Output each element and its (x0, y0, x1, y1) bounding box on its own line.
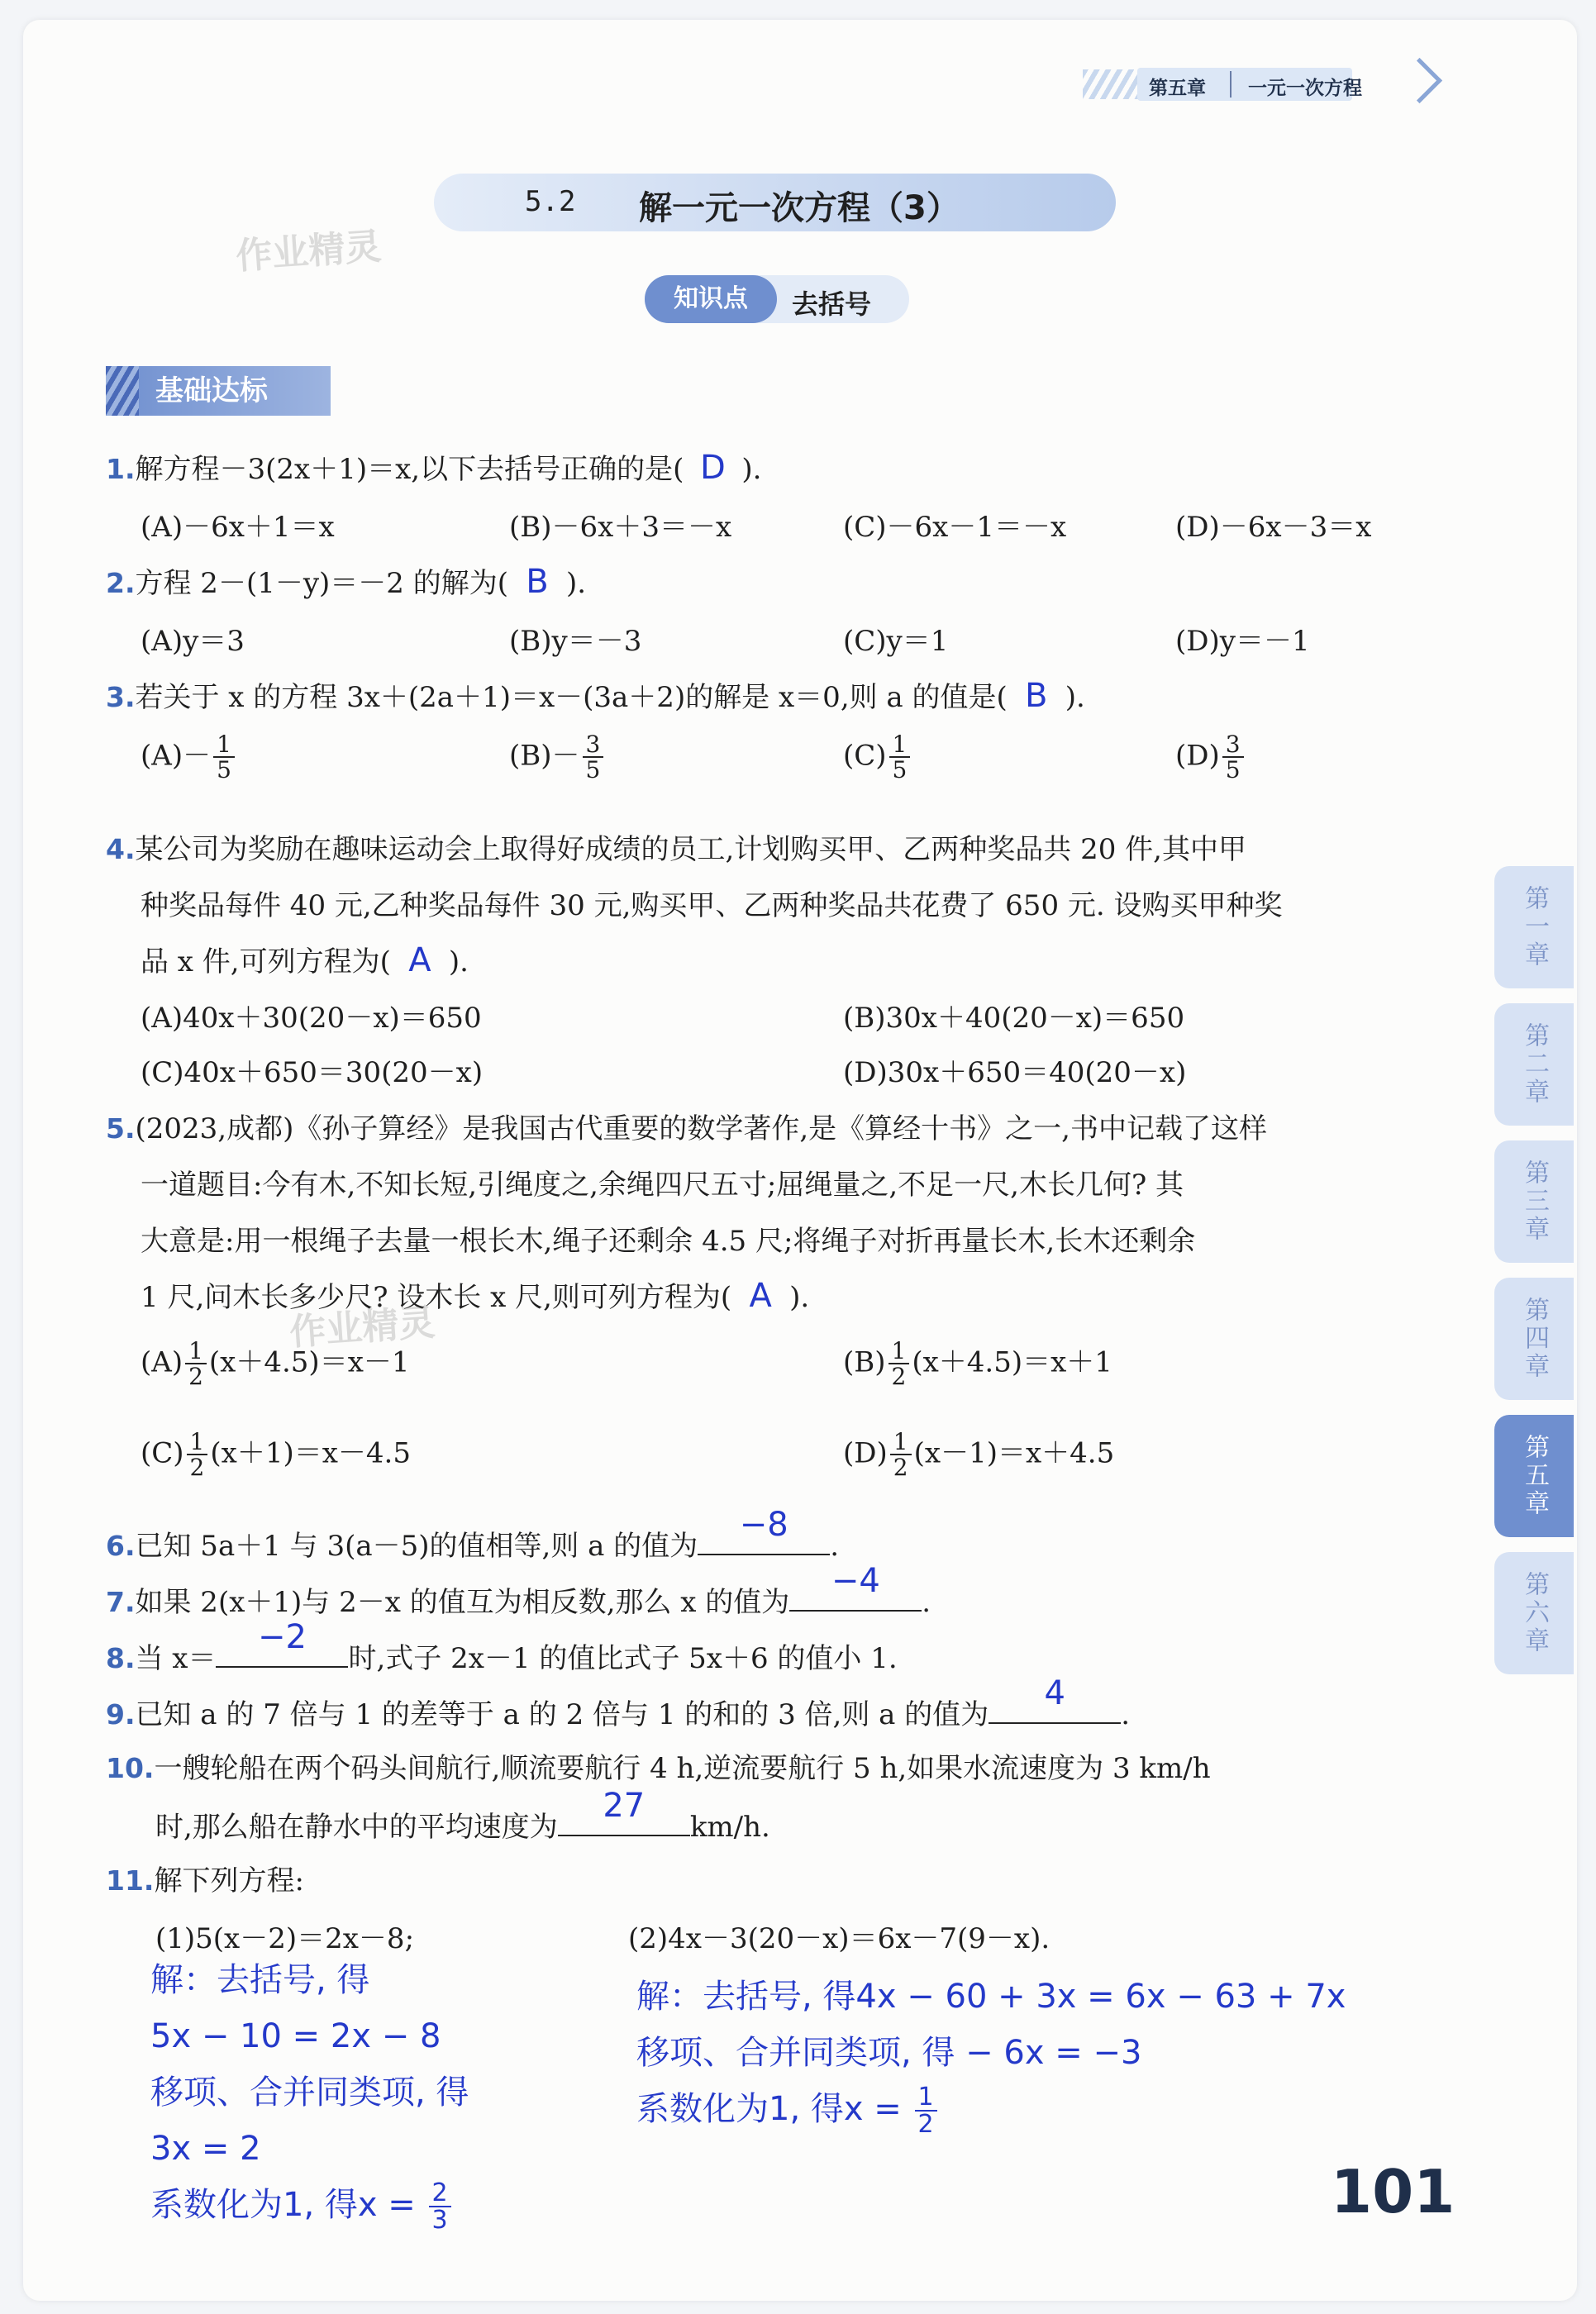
denominator: 2 (891, 1363, 907, 1391)
question-tail: 时,式子 2x－1 的值比式子 5x＋6 的值小 1. (348, 1642, 898, 1675)
solution-line: 系数化为1, 得x = (636, 2090, 902, 2128)
chapter-tabs (1494, 866, 1575, 1689)
numerator: 2 (429, 2180, 451, 2208)
knowledge-point-value: 去括号 (792, 288, 872, 320)
option-b: (B)－6x＋3＝－x (509, 511, 732, 544)
option-expression: (x＋1)＝x－4.5 (210, 1436, 411, 1470)
question-10 (106, 1745, 1211, 1786)
handwritten-answer: 4 (1044, 1674, 1065, 1712)
question-6 (106, 1506, 840, 1564)
handwritten-answer: A (749, 1277, 772, 1315)
subquestion-1-prompt: (1)5(x－2)＝2x－8; (155, 1922, 415, 1955)
tab-chapter-2[interactable]: 第二章 (1494, 1003, 1574, 1126)
question-stem: 解方程－3(2x＋1)＝x,以下去括号正确的是( (135, 453, 684, 486)
solution-final-line (636, 2081, 1346, 2137)
option-label: (B) (843, 1345, 886, 1379)
question-tail: ). (448, 945, 469, 978)
page-number: 101 (1331, 2157, 1455, 2226)
question-stem: 若关于 x 的方程 3x＋(2a＋1)＝x－(3a＋2)的解是 x＝0,则 a 的值是( (135, 681, 1008, 714)
question-number: 11. (106, 1864, 155, 1897)
handwritten-answer: A (408, 941, 431, 979)
fraction (889, 1339, 910, 1389)
denominator: 5 (1225, 756, 1241, 784)
question-stem: 方程 2－(1－y)＝－2 的解为( (135, 567, 509, 600)
option-a (141, 1339, 410, 1389)
fraction (1222, 732, 1244, 783)
option-expression: (x＋4.5)＝x－1 (208, 1345, 410, 1379)
numerator: 1 (889, 732, 911, 758)
question-number: 2. (106, 567, 136, 599)
option-c: (C)y＝1 (843, 625, 949, 658)
option-d (843, 1430, 1114, 1480)
chapter-label: 第五章 (1149, 78, 1206, 99)
denominator: 2 (189, 1454, 205, 1482)
handwritten-answer: −8 (739, 1506, 788, 1544)
option-c (843, 732, 912, 783)
chapter-name: 一元一次方程 (1248, 78, 1362, 99)
solution-1 (150, 1952, 469, 2233)
watermark-logo: 作业精灵 (288, 1301, 436, 1355)
solution-line: 3x = 2 (150, 2130, 261, 2168)
tab-chapter-4[interactable]: 第四章 (1494, 1278, 1574, 1400)
option-label: (C) (141, 1436, 184, 1470)
question-number: 6. (106, 1530, 136, 1562)
answer-blank (558, 1787, 690, 1836)
option-label: (A) (141, 1345, 183, 1379)
question-tail: . (830, 1530, 840, 1563)
question-4-line2: 种奖品每件 40 元,乙种奖品每件 30 元,购买甲、乙两种奖品共花费了 650 元. 设购买甲种奖 (141, 889, 1283, 922)
handwritten-answer: B (526, 563, 549, 601)
denominator: 5 (585, 756, 601, 784)
fraction (187, 1430, 208, 1480)
question-tail: ). (741, 453, 762, 486)
option-b: (B)y＝－3 (509, 625, 642, 658)
solution-final-line (150, 2177, 469, 2233)
option-a: (A)y＝3 (141, 625, 245, 658)
answer-blank (698, 1506, 830, 1555)
fraction (583, 732, 604, 783)
option-b: (B)30x＋40(20－x)＝650 (843, 1002, 1185, 1035)
question-11 (106, 1858, 304, 1898)
option-label: (A)－ (141, 739, 212, 773)
option-label: (D) (843, 1436, 888, 1470)
denominator: 5 (892, 756, 908, 784)
question-9 (106, 1674, 1131, 1732)
question-stem: 一艘轮船在两个码头间航行,顺流要航行 4 h,逆流要航行 5 h,如果水流速度为 3 km/h (154, 1752, 1211, 1785)
option-label: (B)－ (509, 739, 580, 773)
option-expression: (x－1)＝x＋4.5 (913, 1436, 1115, 1470)
denominator: 2 (188, 1363, 203, 1391)
question-5-line3: 大意是:用一根绳子去量一根长木,绳子还剩余 4.5 尺;将绳子对折再量长木,长木还剩余 (141, 1225, 1196, 1258)
solution-line: 解：去括号, 得 (150, 1961, 370, 1999)
tab-chapter-3[interactable]: 第三章 (1494, 1140, 1574, 1263)
question-7 (106, 1562, 931, 1620)
lesson-title-bar (434, 174, 1116, 231)
lesson-title: 解一元一次方程（3） (639, 189, 960, 227)
option-a: (A)40x＋30(20－x)＝650 (141, 1002, 482, 1035)
solution-line: 移项、合并同类项, 得 − 6x = −3 (636, 2034, 1142, 2072)
question-number: 10. (106, 1752, 155, 1784)
option-d: (D)－6x－3＝x (1175, 511, 1372, 544)
chapter-header (1083, 61, 1430, 107)
solution-line: 系数化为1, 得x = (150, 2186, 416, 2224)
fraction (890, 1430, 912, 1480)
numerator: 1 (213, 732, 235, 758)
section-heading (106, 366, 331, 416)
subquestion-2-prompt: (2)4x－3(20－x)＝6x－7(9－x). (628, 1922, 1051, 1955)
option-d: (D)y＝－1 (1175, 625, 1310, 658)
question-stem: 某公司为奖励在趣味运动会上取得好成绩的员工,计划购买甲、乙两种奖品共 20 件,其中甲 (135, 833, 1246, 866)
denominator: 2 (917, 2110, 934, 2139)
option-c: (C)－6x－1＝－x (843, 511, 1067, 544)
question-stem: 解下列方程: (154, 1864, 304, 1897)
question-number: 8. (106, 1642, 136, 1674)
numerator: 3 (1222, 732, 1244, 758)
question-4-line3 (141, 939, 469, 979)
question-stem: 时,那么船在静水中的平均速度为 (155, 1811, 558, 1844)
question-number: 3. (106, 681, 136, 713)
question-number: 4. (106, 833, 136, 865)
question-number: 5. (106, 1112, 136, 1145)
question-tail: . (922, 1586, 931, 1619)
numerator: 1 (890, 1430, 912, 1455)
handwritten-answer: −4 (831, 1562, 880, 1600)
answer-blank (789, 1562, 922, 1612)
question-number: 7. (106, 1586, 136, 1618)
question-4 (106, 826, 1246, 867)
numerator: 1 (187, 1430, 208, 1455)
handwritten-answer: D (699, 449, 726, 487)
answer-blank (216, 1618, 348, 1668)
handwritten-answer: −2 (258, 1618, 307, 1656)
answer-blank (989, 1674, 1121, 1724)
question-stem: 已知 a 的 7 倍与 1 的差等于 a 的 2 倍与 1 的和的 3 倍,则 a 的值为 (135, 1698, 989, 1731)
numerator: 1 (915, 2084, 937, 2112)
option-b (509, 732, 606, 783)
lesson-number: 5.2 (525, 185, 576, 218)
question-stem: 如果 2(x＋1)与 2－x 的值互为相反数,那么 x 的值为 (135, 1586, 790, 1619)
question-stem: 已知 5a＋1 与 3(a－5)的值相等,则 a 的值为 (135, 1530, 698, 1563)
watermark-logo: 作业精灵 (234, 225, 383, 279)
option-d: (D)30x＋650＝40(20－x) (843, 1056, 1187, 1089)
numerator: 3 (583, 732, 604, 758)
option-expression: (x＋4.5)＝x＋1 (912, 1345, 1112, 1379)
option-label: (D) (1175, 739, 1220, 773)
solution-line: 解：去括号, 得4x − 60 + 3x = 6x − 63 + 7x (636, 1978, 1346, 2016)
question-tail: ). (789, 1281, 810, 1314)
section-stripe (106, 366, 139, 416)
fraction (915, 2084, 937, 2138)
question-stem: 品 x 件,可列方程为( (141, 945, 391, 978)
question-tail: km/h. (689, 1811, 770, 1844)
question-5-line2: 一道题目:今有木,不知长短,引绳度之,余绳四尺五寸;屈绳量之,不足一尺,木长几何? 其 (141, 1169, 1184, 1202)
handwritten-answer: B (1025, 677, 1048, 715)
tab-chapter-5[interactable]: 第五章 (1494, 1415, 1574, 1537)
solution-2 (636, 1969, 1346, 2137)
handwritten-answer: 27 (603, 1787, 646, 1825)
question-stem: (2023,成都)《孙子算经》是我国古代重要的数学著作,是《算经十书》之一,书中记载了这样 (135, 1112, 1267, 1145)
solution-line: 5x − 10 = 2x − 8 (150, 2017, 441, 2055)
question-tail: ). (1065, 681, 1085, 714)
question-stem: 当 x＝ (135, 1642, 217, 1675)
fraction (429, 2180, 451, 2234)
question-2 (106, 560, 586, 601)
option-d (1175, 732, 1246, 783)
question-stem: 1 尺,问木长多少尺? 设木长 x 尺,则可列方程为( (141, 1281, 732, 1314)
question-5 (106, 1106, 1267, 1146)
numerator: 1 (185, 1339, 207, 1364)
question-number: 1. (106, 453, 136, 485)
fraction (213, 732, 235, 783)
option-c (141, 1430, 411, 1480)
fraction (185, 1339, 207, 1389)
option-label: (C) (843, 739, 887, 773)
denominator: 2 (893, 1454, 908, 1482)
question-8 (106, 1618, 898, 1676)
question-3 (106, 674, 1085, 715)
option-a: (A)－6x＋1＝x (141, 511, 335, 544)
solution-line: 移项、合并同类项, 得 (150, 2074, 469, 2112)
tab-chapter-1[interactable]: 第一章 (1494, 866, 1574, 988)
tab-chapter-6[interactable]: 第六章 (1494, 1552, 1574, 1674)
denominator: 5 (217, 756, 231, 784)
question-tail: . (1121, 1698, 1131, 1731)
question-1 (106, 446, 761, 487)
denominator: 3 (431, 2206, 448, 2235)
question-5-line4 (141, 1274, 809, 1315)
section-label: 基础达标 (155, 374, 268, 407)
option-b (843, 1339, 1112, 1389)
question-10-line2 (155, 1787, 770, 1845)
knowledge-point-badge (645, 275, 909, 323)
knowledge-point-label: 知识点 (645, 275, 777, 323)
option-a (141, 732, 237, 783)
fraction (889, 732, 911, 783)
question-tail: ). (566, 567, 587, 600)
question-number: 9. (106, 1698, 136, 1731)
option-c: (C)40x＋650＝30(20－x) (141, 1056, 484, 1089)
header-divider (1230, 71, 1232, 98)
numerator: 1 (889, 1339, 910, 1364)
